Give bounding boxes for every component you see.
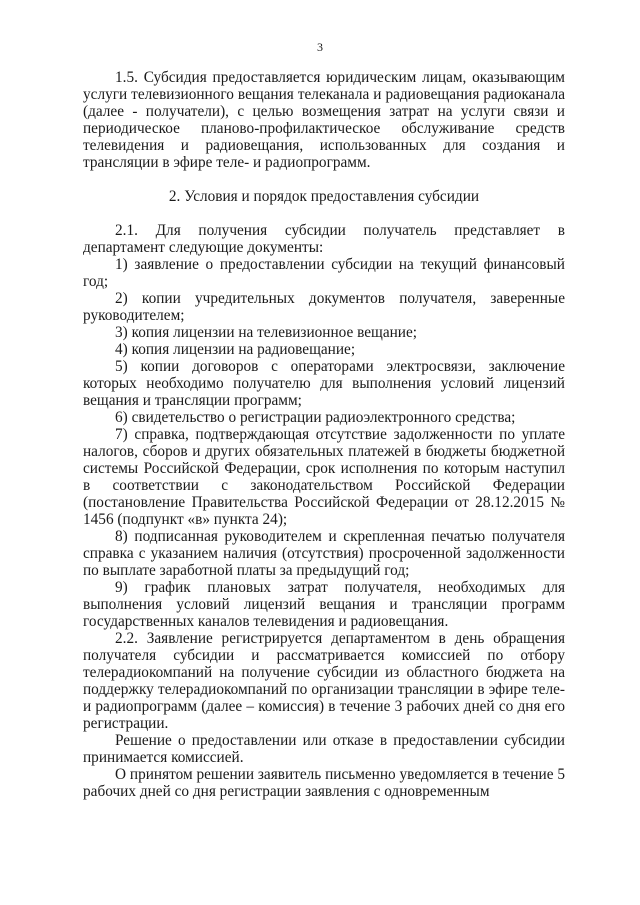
paragraph-1-5: 1.5. Субсидия предоставляется юридическим лицам, оказывающим услуги телевизионного вещания телеканала и радиовещания радиоканала (далее - получатели), с целью возмещения затрат на услуги связи и периодическое планово-профилактическое обслуживание средств телевидения и радиовещания, использованных для создания и трансляции в эфире теле- и радиопрограмм. <box>83 69 565 171</box>
list-item-7: 7) справка, подтверждающая отсутствие задолженности по уплате налогов, сборов и других обязательных платежей в бюджеты бюджетной системы Российской Федерации, срок исполнения по которым наступил в соответствии с законодательством Российской Федерации (постановление Правительства Российской Федерации от 28.12.2015 № 1456 (подпункт «в» пункта 24); <box>83 426 565 528</box>
list-item-4: 4) копия лицензии на радиовещание; <box>115 341 356 358</box>
paragraph-notice: О принятом решении заявитель письменно уведомляется в течение 5 рабочих дней со дня регистрации заявления с одновременным <box>83 766 565 800</box>
list-item-6: 6) свидетельство о регистрации радиоэлектронного средства; <box>115 409 516 426</box>
list-item-8: 8) подписанная руководителем и скрепленная печатью получателя справка с указанием наличия (отсутствия) просроченной задолженности по выплате заработной платы за предыдущий год; <box>83 528 565 579</box>
list-item-2: 2) копии учредительных документов получателя, заверенные руководителем; <box>83 290 565 324</box>
list-item-3: 3) копия лицензии на телевизионное вещание; <box>115 324 418 341</box>
paragraph-decision: Решение о предоставлении или отказе в предоставлении субсидии принимается комиссией. <box>83 732 565 766</box>
document-body <box>83 69 565 800</box>
list-item-9: 9) график плановых затрат получателя, необходимых для выполнения условий лицензий вещания и трансляции программ государственных каналов телевидения и радиовещания. <box>83 579 565 630</box>
section-heading: 2. Условия и порядок предоставления субсидии <box>168 188 480 205</box>
paragraph-2-1: 2.1. Для получения субсидии получатель представляет в департамент следующие документы: <box>83 222 565 256</box>
list-item-5: 5) копии договоров с операторами электросвязи, заключение которых необходимо получателю для выполнения условий лицензий вещания и трансляции программ; <box>83 358 565 409</box>
list-item-1: 1) заявление о предоставлении субсидии на текущий финансовый год; <box>83 256 565 290</box>
paragraph-2-2: 2.2. Заявление регистрируется департаментом в день обращения получателя субсидии и рассматривается комиссией по отбору телерадиокомпаний на получение субсидии из областного бюджета на поддержку телерадиокомпаний по организации трансляции в эфире теле- и радиопрограмм (далее – комиссия) в течение 3 рабочих дней со дня его регистрации. <box>83 630 565 732</box>
page-number: 3 <box>317 40 323 54</box>
